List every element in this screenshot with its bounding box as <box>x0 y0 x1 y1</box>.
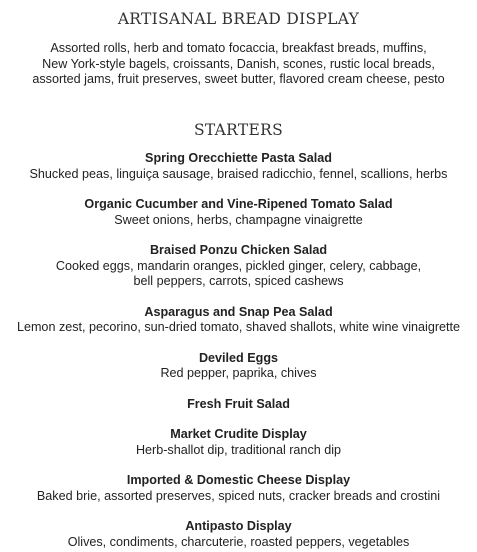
menu-item-description: Herb-shallot dip, traditional ranch dip <box>135 442 342 457</box>
menu-item-description: Shucked peas, linguiça sausage, braised radicchio, fennel, scallions, herbs <box>29 166 448 181</box>
menu-item-name: Antipasto Display <box>185 519 292 533</box>
menu-item-name: Imported & Domestic Cheese Display <box>126 473 351 487</box>
menu-item-name: Braised Ponzu Chicken Salad <box>149 243 328 257</box>
menu-item-name: Asparagus and Snap Pea Salad <box>144 304 333 319</box>
menu-item-name: Organic Cucumber and Vine-Ripened Tomato Salad <box>84 197 393 211</box>
section-title-bread: ARTISANAL BREAD DISPLAY <box>117 10 360 28</box>
menu-item <box>0 305 477 336</box>
menu-item-description: Lemon zest, pecorino, sun-dried tomato, shaved shallots, white wine vinaigrette <box>16 320 461 334</box>
bread-description <box>0 41 477 88</box>
menu-item <box>0 473 477 504</box>
menu-item <box>0 519 477 550</box>
menu-item-name: Market Crudite Display <box>170 427 307 441</box>
menu-item-description: Cooked eggs, mandarin oranges, pickled ginger, celery, cabbage, <box>55 258 422 273</box>
menu-item-description: Sweet onions, herbs, champagne vinaigrette <box>114 212 363 227</box>
menu-item-name: Fresh Fruit Salad <box>187 396 290 411</box>
menu-item-description: Olives, condiments, charcuterie, roasted peppers, vegetables <box>67 534 410 549</box>
bread-description-line: Assorted rolls, herb and tomato focaccia, breakfast breads, muffins, <box>50 41 427 55</box>
menu-item-description: Baked brie, assorted preserves, spiced nuts, cracker breads and crostini <box>36 488 441 503</box>
menu-item <box>0 243 477 290</box>
menu-item <box>0 151 477 182</box>
section-title-starters: STARTERS <box>193 121 284 139</box>
bread-description-line: New York-style bagels, croissants, Danish, scones, rustic local breads, <box>42 56 435 71</box>
menu-item <box>0 427 477 458</box>
starters-list <box>0 151 477 550</box>
menu-item-description: bell peppers, carrots, spiced cashews <box>133 274 344 288</box>
menu-item-name: Spring Orecchiette Pasta Salad <box>145 151 332 165</box>
menu-item-name: Deviled Eggs <box>198 350 279 365</box>
bread-description-line: assorted jams, fruit preserves, sweet butter, flavored cream cheese, pesto <box>32 72 445 86</box>
menu-item <box>0 197 477 228</box>
menu-item-description: Red pepper, paprika, chives <box>160 366 317 380</box>
menu-item <box>0 351 477 382</box>
menu-item <box>0 397 477 413</box>
